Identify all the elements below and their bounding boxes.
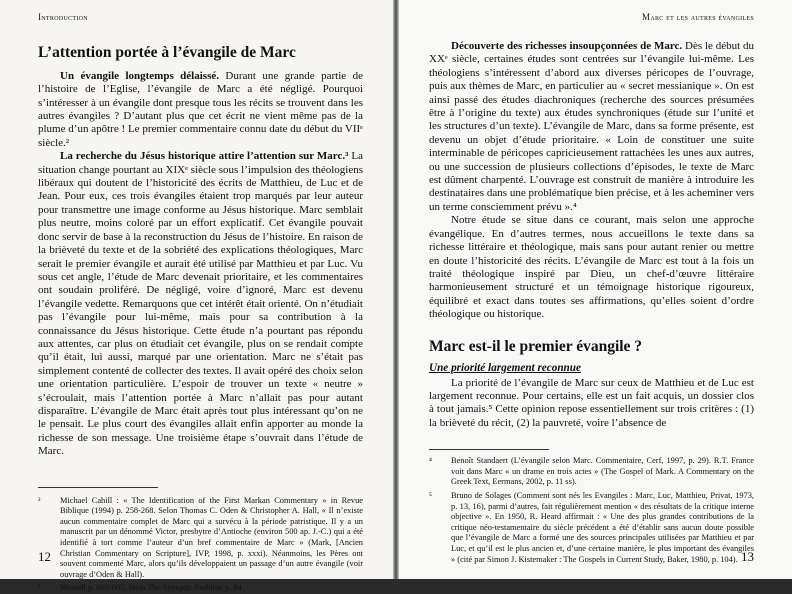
paragraph <box>38 70 363 150</box>
paragraph-lead: Un évangile longtemps délaissé. <box>60 69 219 82</box>
left-page <box>0 0 393 593</box>
footnote-number: ² <box>38 495 41 505</box>
paragraph <box>429 40 754 214</box>
running-head-right: Marc et les autres évangiles <box>642 12 754 22</box>
paragraph <box>38 150 363 458</box>
footnote-text: Benoît Standaert (L’évangile selon Marc. Commentaire, Cerf, 1997, p. 29). R.T. France voit dans Marc « un drame en trois actes » (The Gospel of Mark. A Commentary on the Greek Text, Eermans, 2002, p. 11 ss). <box>451 456 754 487</box>
paragraph-body: Dès le début du XXᵉ siècle, certaines études sont centrées sur l’évangile lui-même. Les théologiens s’intéressent d’abord aux diverses péricopes de l’ouvrage, puis aux thèmes de Marc, en particulier au « secret messianique ». On est ainsi passé des études diachroniques (recherche des sources présumées être à l’origine du texte) aux études synchroniques (étude sur l’unité et les structures d’un texte). L’évangile de Marc, dans sa forme présente, est devenu un objet d’étude prioritaire. « Loin de constituer une suite interminable de péricopes capricieusement rattachées les unes aux autres, ou une succession de plusieurs collections d’épisodes, le texte de Marc est dûment charpenté. L’ouvrage est construit de manière à introduire les destinataires dans une problématique bien précise, et à les acheminer vers un terme consciemment prévu ».⁴ <box>429 40 755 213</box>
right-page <box>399 0 792 579</box>
footnote-text: Michael Cahill : « The Identification of the First Markan Commentary » in Revue Biblique (1994) p. 258-268. Selon Thomas C. Oden & Christopher A. Hall, « Il n’existe aucun commentaire complet de Marc qui a survécu à la période patristique. Il y a un manuscrit par un dénommé Victor, presbytre d’Antioche (environ 500 ap. J.-C.) qui a été identifié à tort comme l’auteur d’un bref commentaire de Marc » (Mark, [Ancien Christian Commentary on Scripture], IVP, 1998, p. xxxi). Néanmoins, les Pères ont souvent commenté Marc, alors qu’ils développaient un passage d’un autre évangile (voir ouvrage d’Oden & Hall). <box>60 495 363 579</box>
footnote-divider <box>429 449 549 450</box>
paragraph-body: Durant une grande partie de l’histoire de l’Eglise, l’évangile de Marc a été négligé. Pourquoi s’intéresser à un évangile dont presque tous les récits se trouvent dans les autres évangiles ? D’autant plus que cet écrit ne vient même pas de la plume d’un apôtre ! Le premier commentaire connu date du début du VIIᵉ siècle.² <box>38 69 363 149</box>
footnote <box>429 491 754 565</box>
footnote-text: Bruno de Solages (Comment sont nés les Evangiles : Marc, Luc, Matthieu, Privat, 1973, p. 13, 16), parmi d’autres, fait régulièrement mention « des résultats de la critique interne objective ». En 1950, R. Heard affirmait : « Une des plus grandes contributions de la critique néo-testamentaire du siècle précédent a été d’établir sans aucun doute possible que l’évangile de Marc a formé une des sources principales utilisées par Matthieu et par Luc, et qu’il est le plus ancien et, d’une certaine manière, le plus important des évangiles » (cité par Simon J. Kistemaker : The Gospels in Current Study, Baker, 1980, p. 104). <box>451 490 754 564</box>
footnote-number: ³ <box>38 583 41 593</box>
paragraph: Notre étude se situe dans ce courant, mais selon une approche évangélique. En d’autres termes, nous accueillons le texte dans sa richesse littéraire et théologique, mais sans pour autant renier ou mettre en doute l’historicité des récits. L’évangile de Marc est tout à la fois un traité théologique inspiré par Dieu, un chef-d’œuvre littéraire harmonieusement structuré et un témoignage historique rigoureux, équilibré et exact dans toutes ses affirmations, qu’elles soient d’ordre théologique ou historique. <box>429 214 754 321</box>
footnote-text: Wessell p. 603-605, Stein The Synoptic Problem p. 84. <box>60 583 244 593</box>
section-title: Marc est-il le premier évangile ? <box>429 337 643 355</box>
footnote-divider <box>38 487 158 488</box>
section-title: L’attention portée à l’évangile de Marc <box>38 44 296 61</box>
footnote <box>38 583 363 594</box>
paragraph-body: La situation change pourtant au XIXᵉ siècle sous l’impulsion des théologiens libéraux qui doutent de l’historicité des écrits de Matthieu, de Luc et de Jean. Pour eux, ces trois évangiles étaient trop marqués par leur auteur pour transmettre une image conforme au Jésus historique. Marc semblait plus neutre, moins coloré par un effort explicatif. Cet évangile pouvait donc servir de base à la reconstruction du Jésus de l’histoire. En raison de la brièveté du texte et de la sobriété des explications théologiques, Marc serait le premier évangile et aurait été utilisé par Matthieu et par Luc. Vu sous cet angle, l’étude de Marc devenait prioritaire, et les commentaires ont soudain proliféré. De négligé, voire d’ignoré, Marc est devenu l’évangile vedette. Remarquons que cet intérêt était orienté. On n’étudiait pas l’évangile pour lui-même, mais pour sa contribution à la connaissance du Jésus historique. Cette étude n’a pourtant pas répondu aux attentes, car plus on étudiait cet évangile, plus on se rendait compte qu’il était, lui aussi, marqué par une orientation. Marc ne s’était pas simplement contenté de collecter des textes. Il avait opéré des choix selon une orientation particulière. L’espoir de trouver un texte « neutre » s’écroulait, mais l’attention portée à Marc n’allait pas pour autant disparaître. L’évangile de Marc était après tout plus intéressant qu’on ne le pensait. Le plus court des évangiles allait enfin apporter au monde la richesse de son message. Une troisième étape s’ouvrait dans l’étude de Marc. <box>38 150 364 458</box>
footnote <box>38 496 363 581</box>
footnote <box>429 456 754 488</box>
paragraph-lead: Découverte des richesses insoupçonnées de Marc. <box>451 40 683 52</box>
paragraph: La priorité de l’évangile de Marc sur ceux de Matthieu et de Luc est largement reconnue. Pour certains, elle est un fait acquis, un dossier clos à tout jamais.⁵ Cette opinion repose essentiellement sur trois critères : (1) la brièveté du récit, (2) la pauvreté, voire l’absence de <box>429 376 754 429</box>
page-number-right: 13 <box>741 549 754 564</box>
running-head-left: Introduction <box>38 12 88 22</box>
paragraph-lead: La recherche du Jésus historique attire l’attention sur Marc.³ <box>60 150 349 163</box>
footnote-number: ⁵ <box>429 490 432 500</box>
subheading: Une priorité largement reconnue <box>429 361 581 374</box>
page-number-left: 12 <box>38 549 51 564</box>
footnote-number: ⁴ <box>429 456 432 466</box>
